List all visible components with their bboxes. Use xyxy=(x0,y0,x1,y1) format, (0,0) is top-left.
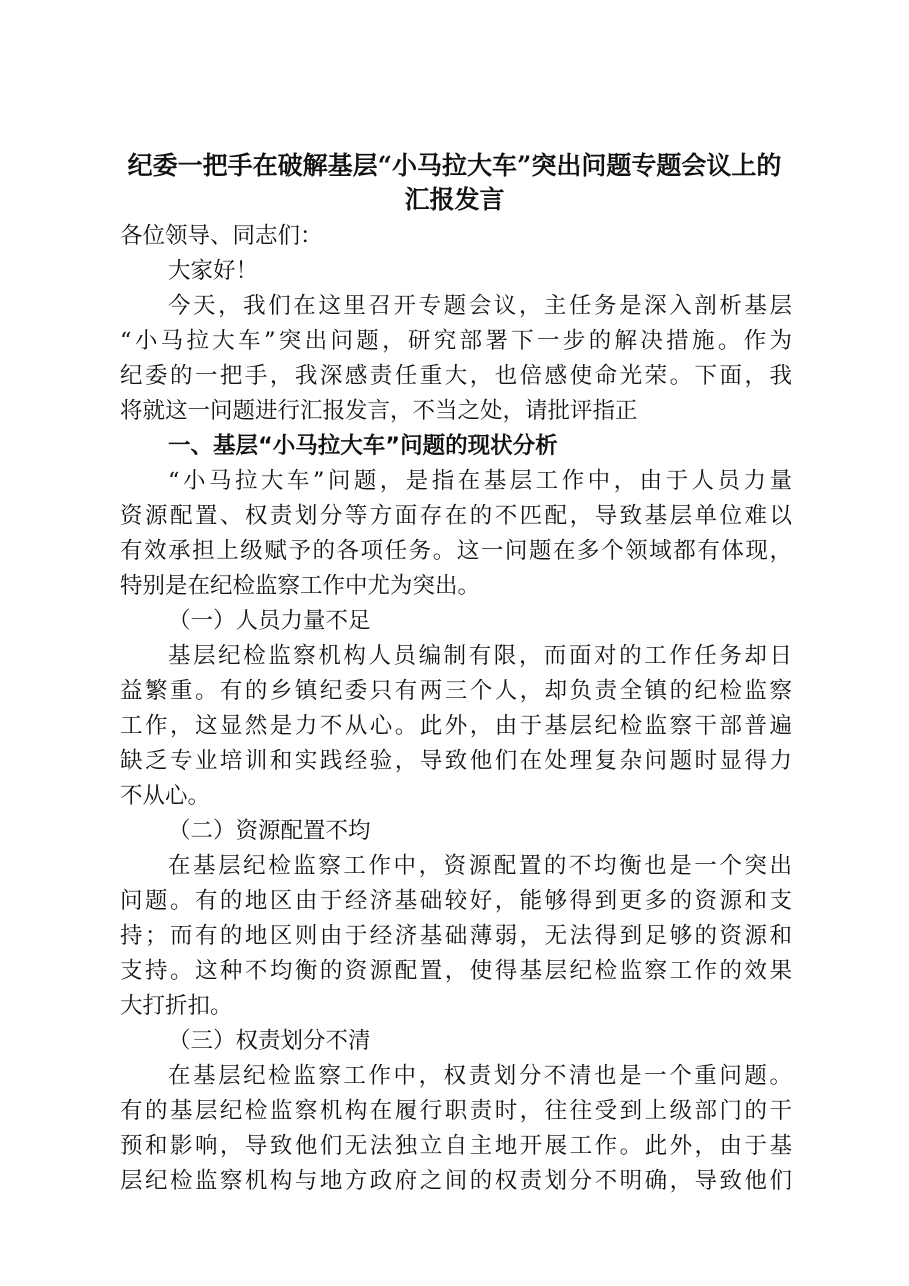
subsection-2-line-1: 在基层纪检监察工作中，资源配置的不均衡也是一个突出 xyxy=(168,853,792,879)
section-1-line-4: 特别是在纪检监察工作中尤为突出。 xyxy=(120,573,481,599)
subsection-3-line-3: 预和影响，导致他们无法独立自主地开展工作。此外，由于基 xyxy=(120,1133,792,1159)
intro-line-4: 将就这一问题进行汇报发言，不当之处，请批评指正 xyxy=(120,398,638,424)
subsection-2-heading: （二）资源配置不均 xyxy=(168,818,371,844)
subsection-1-line-5: 不从心。 xyxy=(120,783,211,809)
subsection-1-line-1: 基层纪检监察机构人员编制有限，而面对的工作任务却日 xyxy=(168,643,792,669)
intro-line-1: 今天，我们在这里召开专题会议，主任务是深入剖析基层 xyxy=(168,293,792,319)
intro-line-2: “小马拉大车”突出问题，研究部署下一步的解决措施。作为 xyxy=(120,328,792,354)
title-line-1: 纪委一把手在破解基层“小马拉大车”突出问题专题会议上的 xyxy=(127,151,782,180)
subsection-2-line-2: 问题。有的地区由于经济基础较好，能够得到更多的资源和支 xyxy=(120,888,792,914)
subsection-1-line-2: 益繁重。有的乡镇纪委只有两三个人，却负责全镇的纪检监察 xyxy=(120,678,792,704)
subsection-3-heading: （三）权责划分不清 xyxy=(168,1028,371,1054)
section-1-line-1: “小马拉大车”问题，是指在基层工作中，由于人员力量 xyxy=(168,468,792,494)
title-line-2: 汇报发言 xyxy=(404,185,505,214)
subsection-2-line-3: 持；而有的地区则由于经济基础薄弱，无法得到足够的资源和 xyxy=(120,923,792,949)
section-1-line-3: 有效承担上级赋予的各项任务。这一问题在多个领域都有体现， xyxy=(120,538,792,564)
section-1-heading: 一、基层“小马拉大车”问题的现状分析 xyxy=(168,433,558,459)
subsection-2-line-4: 支持。这种不均衡的资源配置，使得基层纪检监察工作的效果 xyxy=(120,958,792,984)
salutation: 各位领导、同志们： xyxy=(120,223,323,249)
subsection-1-line-4: 缺乏专业培训和实践经验，导致他们在处理复杂问题时显得力 xyxy=(120,748,792,774)
subsection-1-heading: （一）人员力量不足 xyxy=(168,608,371,634)
greeting: 大家好！ xyxy=(168,258,259,284)
section-1-line-2: 资源配置、权责划分等方面存在的不匹配，导致基层单位难以 xyxy=(120,503,792,529)
subsection-2-line-5: 大打折扣。 xyxy=(120,993,233,1019)
intro-line-3: 纪委的一把手，我深感责任重大，也倍感使命光荣。下面，我 xyxy=(120,363,792,389)
subsection-3-line-4: 层纪检监察机构与地方政府之间的权责划分不明确，导致他们 xyxy=(120,1168,792,1194)
subsection-1-line-3: 工作，这显然是力不从心。此外，由于基层纪检监察干部普遍 xyxy=(120,713,792,739)
subsection-3-line-2: 有的基层纪检监察机构在履行职责时，往往受到上级部门的干 xyxy=(120,1098,792,1124)
subsection-3-line-1: 在基层纪检监察工作中，权责划分不清也是一个重问题。 xyxy=(168,1063,792,1089)
